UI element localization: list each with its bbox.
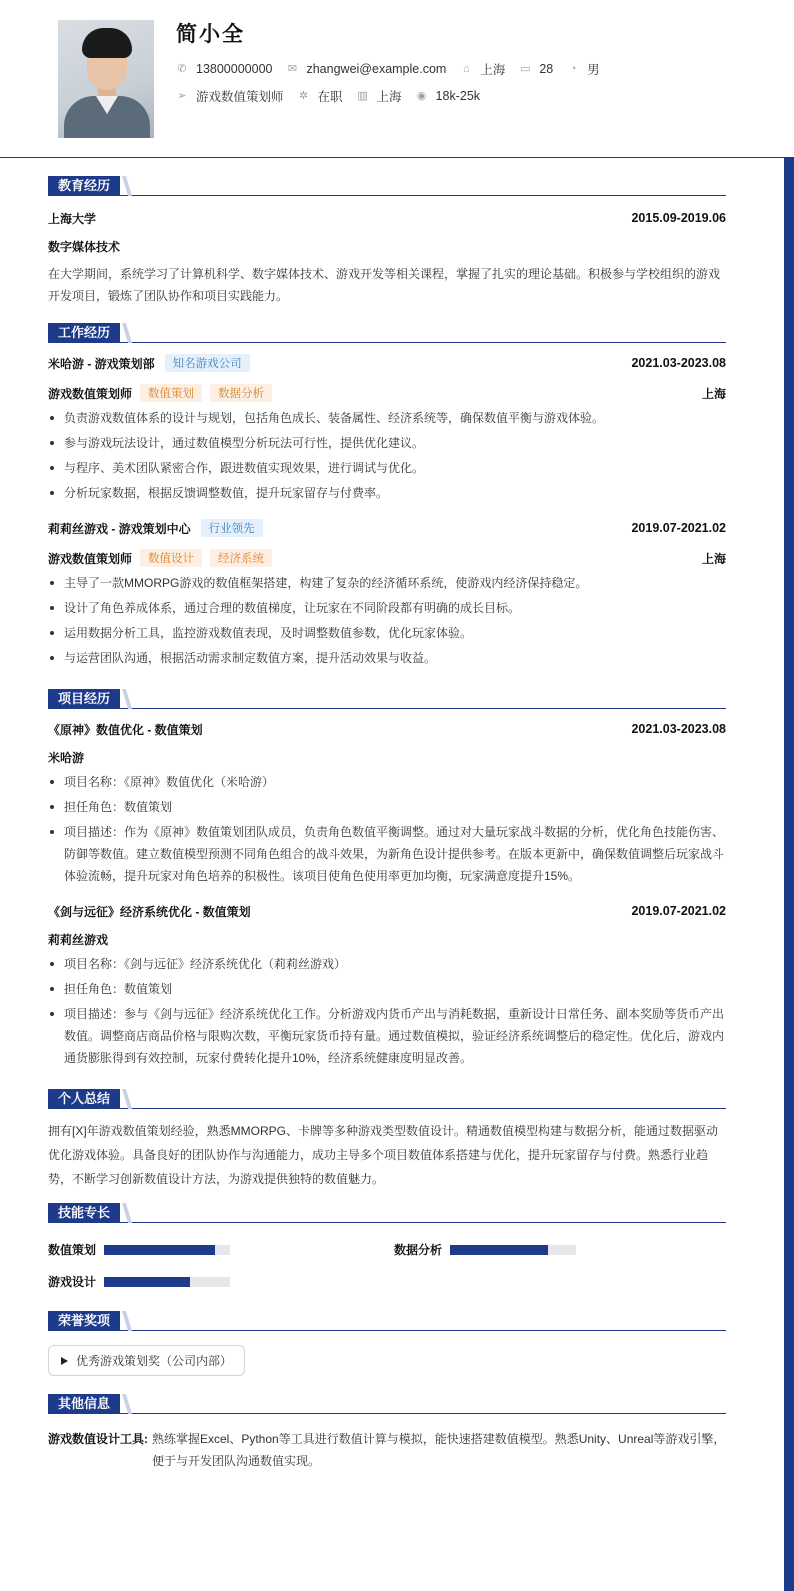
work-header (48, 353, 726, 373)
awards-section (48, 1311, 726, 1376)
send-icon: ➢ (177, 90, 187, 102)
project-bullets (48, 953, 726, 1069)
status-text: 在职 (317, 90, 343, 104)
list-item: 项目描述：参与《剑与远征》经济系统优化工作。分析游戏内货币产出与消耗数据，重新设计日常任务、副本奖励等货币产出数值。调整商店商品价格与限购次数，平衡玩家货币持有量。通过数值模拟，验证经济系统调整后的稳定性。优化后，游戏内通货膨胀得到有效控制，玩家付费转化提升10%，经济系统健康度明显改善。 (48, 1003, 726, 1069)
skill-name: 数据分析 (394, 1243, 443, 1257)
other-info-value: 熟练掌握Excel、Python等工具进行数值计算与模拟，能快速搭建数值模型。熟悉Unity、Unreal等游戏引擎，便于与开发团队沟通数值实现。 (152, 1432, 726, 1468)
project-name: 《剑与远征》经济系统优化 - 数值策划 (48, 904, 251, 919)
education-period: 2015.09-2019.06 (631, 211, 726, 225)
work-period: 2019.07-2021.02 (631, 521, 726, 535)
education-section (48, 176, 726, 307)
section-header (48, 1394, 726, 1414)
role-name: 游戏数值策划师 (48, 386, 133, 401)
list-item: 设计了角色养成体系，通过合理的数值梯度，让玩家在不同阶段都有明确的成长目标。 (48, 597, 726, 619)
section-title-decoration (122, 323, 132, 343)
skill-bar-track (104, 1245, 230, 1255)
role-tag: 数据分析 (210, 384, 272, 402)
position-text: 游戏数值策划师 (196, 90, 284, 104)
section-title: 工作经历 (48, 323, 120, 343)
section-header (48, 1311, 726, 1331)
calendar-icon: ▭ (520, 63, 531, 75)
resume-header (0, 0, 794, 157)
project-entry (48, 719, 726, 887)
project-header (48, 901, 726, 921)
role-tag: 数值策划 (140, 384, 202, 402)
skill-bar-track (450, 1245, 576, 1255)
profile-photo (58, 20, 154, 138)
section-title-decoration (122, 689, 132, 709)
award-text: 优秀游戏策划奖（公司内部） (76, 1354, 233, 1368)
salary-item (416, 89, 480, 103)
section-header (48, 323, 726, 343)
work-entry (48, 353, 726, 504)
list-item: 负责游戏数值体系的设计与规划，包括角色成长、装备属性、经济系统等，确保数值平衡与游戏体验。 (48, 407, 726, 429)
section-title-decoration (122, 1311, 132, 1331)
section-title-decoration (122, 1394, 132, 1414)
project-org: 米哈游 (48, 750, 85, 765)
project-entry (48, 901, 726, 1069)
work-city: 上海 (701, 386, 726, 401)
age-text: 28 (539, 62, 554, 76)
project-org: 莉莉丝游戏 (48, 932, 109, 947)
summary-section (48, 1089, 726, 1191)
play-icon (61, 1357, 68, 1365)
work-section (48, 323, 726, 669)
intent-row (176, 87, 494, 105)
phone-item (176, 62, 272, 76)
list-item: 主导了一款MMORPG游戏的数值框架搭建，构建了复杂的经济循环系统，使游戏内经济保持稳定。 (48, 572, 726, 594)
list-item: 与运营团队沟通，根据活动需求制定数值方案，提升活动效果与收益。 (48, 647, 726, 669)
list-item: 项目名称：《原神》数值优化（米哈游） (48, 771, 726, 793)
email-text: zhangwei@example.com (306, 62, 447, 76)
other-info-key: 游戏数值设计工具: (48, 1432, 148, 1446)
work-header (48, 518, 726, 538)
skill-name: 游戏设计 (48, 1275, 97, 1289)
company-tag: 知名游戏公司 (165, 354, 250, 372)
contact-row (176, 60, 614, 78)
section-title: 个人总结 (48, 1089, 120, 1109)
skill-bar-track (104, 1277, 230, 1287)
list-item: 项目名称：《剑与远征》经济系统优化（莉莉丝游戏） (48, 953, 726, 975)
work-entry (48, 518, 726, 669)
summary-text: 拥有[X]年游戏数值策划经验，熟悉MMORPG、卡牌等多种游戏类型数值设计。精通数值模型构建与数据分析，能通过数据驱动优化游戏体验。具备良好的团队协作与沟通能力，成功主导多个项目数值体系搭建与优化，提升玩家留存与付费。熟悉行业趋势，不断学习创新数值设计方法，为游戏提供独特的数值魅力。 (48, 1124, 719, 1186)
skills-section (48, 1203, 726, 1299)
project-header (48, 719, 726, 739)
work-city: 上海 (701, 551, 726, 566)
candidate-name: 简小全 (176, 23, 245, 46)
projects-section (48, 689, 726, 1069)
list-item: 分析玩家数据，根据反馈调整数值，提升玩家留存与付费率。 (48, 482, 726, 504)
home-icon: ⌂ (463, 63, 470, 75)
award-item (48, 1345, 245, 1376)
gear-icon: ✲ (298, 90, 309, 102)
section-title: 荣誉奖项 (48, 1311, 120, 1331)
skill-item (48, 1241, 230, 1258)
project-org-line (48, 929, 726, 949)
skill-name: 数值策划 (48, 1243, 97, 1257)
mail-icon: ✉ (287, 63, 298, 75)
major-line (48, 236, 726, 256)
phone-icon: ✆ (177, 63, 187, 75)
list-item: 项目描述：作为《原神》数值策划团队成员，负责角色数值平衡调整。通过对大量玩家战斗数据的分析，优化角色技能伤害、防御等数值。建立数值模型预测不同角色组合的战斗效果，为新角色设计提供参考。在版本更新中，确保数值调整后玩家战斗体验流畅，提升玩家对角色培养的积极性。该项目使角色使用率更加均衡，玩家满意度提升15%。 (48, 821, 726, 887)
phone-text: 13800000000 (196, 62, 273, 76)
skill-item (394, 1241, 576, 1258)
project-bullets (48, 771, 726, 887)
age-item (519, 62, 553, 76)
section-header (48, 689, 726, 709)
skill-bar-fill (450, 1245, 548, 1255)
project-name: 《原神》数值优化 - 数值策划 (48, 722, 203, 737)
list-item: 担任角色：数值策划 (48, 978, 726, 1000)
email-item (286, 62, 446, 76)
skill-item (48, 1273, 230, 1290)
skills-grid (48, 1235, 726, 1299)
other-info-row (48, 1428, 726, 1472)
section-title-decoration (122, 1203, 132, 1223)
section-title-decoration (122, 1089, 132, 1109)
frame-right-bar (784, 0, 794, 1591)
work-bullets (48, 407, 726, 504)
section-header (48, 176, 726, 196)
other-section (48, 1394, 726, 1472)
education-header (48, 208, 726, 228)
role-line (48, 383, 726, 403)
salary-text: 18k-25k (435, 89, 481, 103)
work-bullets (48, 572, 726, 669)
status-item (298, 87, 343, 105)
city-item (357, 87, 402, 105)
school-name: 上海大学 (48, 211, 97, 226)
gender-icon: ◔ (569, 63, 577, 75)
list-item: 运用数据分析工具，监控游戏数值表现，及时调整数值参数，优化玩家体验。 (48, 622, 726, 644)
list-item: 担任角色：数值策划 (48, 796, 726, 818)
city-text: 上海 (376, 90, 402, 104)
gender-item (567, 60, 600, 78)
role-line (48, 548, 726, 568)
skill-bar-fill (104, 1277, 190, 1287)
location-item (460, 60, 505, 78)
list-item: 与程序、美术团队紧密合作，跟进数值实现效果，进行调试与优化。 (48, 457, 726, 479)
major-name: 数字媒体技术 (48, 239, 121, 254)
building-icon: ▥ (357, 90, 368, 102)
project-period: 2019.07-2021.02 (631, 904, 726, 918)
role-name: 游戏数值策划师 (48, 551, 133, 566)
list-item: 参与游戏玩法设计，通过数值模型分析玩法可行性，提供优化建议。 (48, 432, 726, 454)
gender-text: 男 (587, 63, 600, 77)
coin-icon: ◉ (416, 90, 427, 102)
skill-bar-fill (104, 1245, 215, 1255)
company-name: 米哈游 - 游戏策划部 (48, 356, 155, 371)
location-text: 上海 (480, 63, 506, 77)
company-name: 莉莉丝游戏 - 游戏策划中心 (48, 521, 191, 536)
work-period: 2021.03-2023.08 (631, 356, 726, 370)
project-period: 2021.03-2023.08 (631, 722, 726, 736)
section-title: 项目经历 (48, 689, 120, 709)
company-tag: 行业领先 (201, 519, 263, 537)
section-header (48, 1203, 726, 1223)
position-item (176, 87, 284, 105)
role-tag: 经济系统 (210, 549, 272, 567)
resume-body (48, 158, 726, 1472)
section-title-decoration (122, 176, 132, 196)
section-title: 教育经历 (48, 176, 120, 196)
project-org-line (48, 747, 726, 767)
education-description: 在大学期间，系统学习了计算机科学、数字媒体技术、游戏开发等相关课程，掌握了扎实的理论基础。积极参与学校组织的游戏开发项目，锻炼了团队协作和项目实践能力。 (48, 267, 721, 303)
section-title: 其他信息 (48, 1394, 120, 1414)
section-header (48, 1089, 726, 1109)
role-tag: 数值设计 (140, 549, 202, 567)
section-title: 技能专长 (48, 1203, 120, 1223)
